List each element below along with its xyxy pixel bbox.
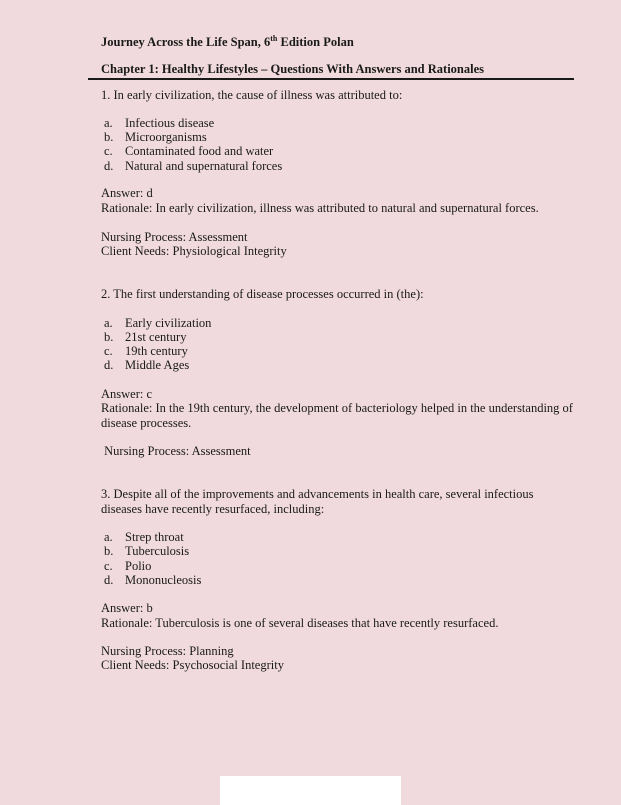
question-1-stem: 1. In early civilization, the cause of illness was attributed to: [101,88,403,102]
blank-footer-box [220,776,401,805]
question-2-nursing-process: Nursing Process: Assessment [101,444,251,458]
question-2-stem: 2. The first understanding of disease processes occurred in (the): [101,287,424,301]
question-3-option-d: d. Mononucleosis [104,573,202,587]
question-1-option-c: c. Contaminated food and water [104,144,274,158]
question-3-option-b: b. Tuberculosis [104,544,190,558]
question-2-rationale-line-1: Rationale: In the 19th century, the development of bacteriology helped in the understanding of [101,401,573,415]
question-2-answer: Answer: c [101,387,153,401]
document-title: Journey Across the Life Span, 6th Edition Polan [101,34,354,49]
question-2-option-c: c. 19th century [104,344,188,358]
question-3-option-a: a. Strep throat [104,530,184,544]
question-3-nursing-process: Nursing Process: Planning [101,644,234,658]
question-3-answer: Answer: b [101,601,153,615]
question-2-option-b: b. 21st century [104,330,187,344]
question-3-option-c: c. Polio [104,559,152,573]
question-3-rationale: Rationale: Tuberculosis is one of several diseases that have recently resurfaced. [101,616,499,630]
question-1-nursing-process: Nursing Process: Assessment [101,230,248,244]
question-2-option-d: d. Middle Ages [104,358,190,372]
question-3-client-needs: Client Needs: Psychosocial Integrity [101,658,284,672]
question-1-client-needs: Client Needs: Physiological Integrity [101,244,287,258]
question-1-answer: Answer: d [101,186,153,200]
chapter-heading: Chapter 1: Healthy Lifestyles – Questions With Answers and Rationales [101,62,485,76]
question-3-stem-line-2: diseases have recently resurfaced, including: [101,502,325,516]
heading-divider [88,78,574,80]
question-1-option-b: b. Microorganisms [104,130,207,144]
question-2-rationale-line-2: disease processes. [101,416,192,430]
question-3-stem-line-1: 3. Despite all of the improvements and advancements in health care, several infectious [101,487,534,501]
question-1-option-a: a. Infectious disease [104,116,215,130]
question-1-option-d: d. Natural and supernatural forces [104,159,283,173]
question-1-rationale: Rationale: In early civilization, illness was attributed to natural and supernatural forces. [101,201,539,215]
question-2-option-a: a. Early civilization [104,316,212,330]
